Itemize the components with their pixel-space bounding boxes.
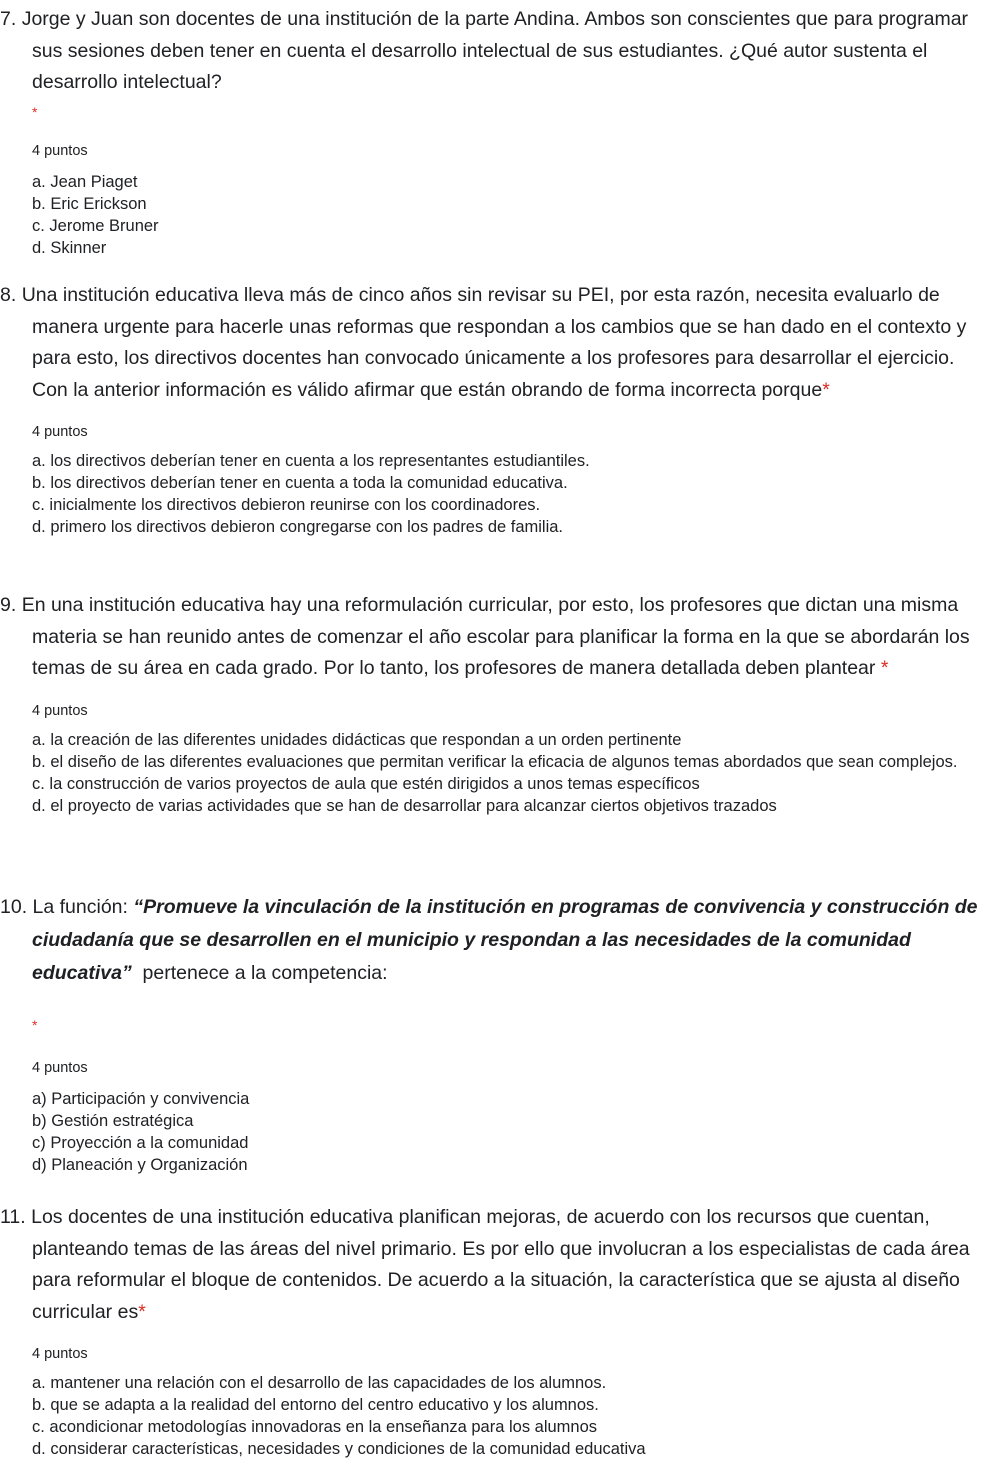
points-label: 4 puntos xyxy=(32,702,88,719)
question-11 xyxy=(0,1202,990,1460)
option-b[interactable]: b. los directivos deberían tener en cuenta a toda la comunidad educativa. xyxy=(32,474,568,492)
question-text xyxy=(0,4,990,99)
question-8 xyxy=(0,280,990,538)
required-mark: * xyxy=(880,657,889,679)
points-label: 4 puntos xyxy=(32,424,88,440)
option-c[interactable]: c. la construcción de varios proyectos de aula que estén dirigidos a unos temas específicos xyxy=(32,774,700,793)
question-text xyxy=(0,891,990,990)
option-b[interactable]: b. Eric Erickson xyxy=(32,194,147,213)
question-prefix: La función: xyxy=(32,896,134,918)
option-a[interactable]: a. mantener una relación con el desarrollo de las capacidades de los alumnos. xyxy=(32,1374,607,1392)
options-list xyxy=(0,450,990,538)
points-label: 4 puntos xyxy=(32,142,88,159)
options-list xyxy=(0,1088,990,1176)
question-10 xyxy=(0,891,990,1176)
options-list xyxy=(0,1372,990,1460)
required-mark: * xyxy=(32,103,38,120)
options-list xyxy=(0,171,990,259)
question-text xyxy=(0,280,990,406)
question-number: 10. xyxy=(0,896,28,918)
option-a[interactable]: a. los directivos deberían tener en cuenta a los representantes estudiantiles. xyxy=(32,452,590,470)
option-c[interactable]: c. inicialmente los directivos debieron reunirse con los coordinadores. xyxy=(32,496,541,514)
option-a[interactable]: a) Participación y convivencia xyxy=(32,1090,250,1108)
question-number: 9. xyxy=(0,594,17,616)
option-a[interactable]: a. Jean Piaget xyxy=(32,172,138,191)
option-a[interactable]: a. la creación de las diferentes unidades didácticas que respondan a un orden pertinente xyxy=(32,730,682,749)
option-d[interactable]: d. Skinner xyxy=(32,238,107,257)
question-number: 7. xyxy=(0,8,17,30)
required-mark: * xyxy=(138,1300,146,1323)
points-label: 4 puntos xyxy=(32,1060,88,1076)
question-text xyxy=(0,590,990,685)
question-body: Jorge y Juan son docentes de una institución de la parte Andina. Ambos son conscientes que para programar sus sesiones deben tener en cuenta el desarrollo intelectual de sus estudiantes. ¿Qué autor sustenta el desarrollo intelectual? xyxy=(21,8,969,93)
required-mark: * xyxy=(32,1017,38,1033)
option-c[interactable]: c) Proyección a la comunidad xyxy=(32,1134,249,1152)
question-number: 11. xyxy=(0,1206,26,1228)
option-c[interactable]: c. acondicionar metodologías innovadoras en la enseñanza para los alumnos xyxy=(32,1418,598,1436)
question-body: Una institución educativa lleva más de cinco años sin revisar su PEI, por esta razón, necesita evaluarlo de manera urgente para hacerle unas reformas que respondan a los cambios que se han dado en el contexto y para esto, los directivos docentes han convocado únicamente a los profesores para desarrollar el ejercicio. Con la anterior información es válido afirmar que están obrando de forma incorrecta porque xyxy=(21,284,967,401)
option-d[interactable]: d. el proyecto de varias actividades que se han de desarrollar para alcanzar ciertos objetivos trazados xyxy=(32,796,777,815)
question-body: En una institución educativa hay una reformulación curricular, por esto, los profesores que dictan una misma materia se han reunido antes de comenzar el año escolar para planificar la forma en la que se abordarán los temas de su área en cada grado. Por lo tanto, los profesores de manera detallada deben plantear xyxy=(21,594,970,679)
option-b[interactable]: b) Gestión estratégica xyxy=(32,1112,194,1130)
question-suffix: pertenece a la competencia: xyxy=(131,962,388,984)
option-d[interactable]: d) Planeación y Organización xyxy=(32,1156,248,1174)
question-quote: “Promueve la vinculación de la institución en programas de convivencia y construcción de ciudadanía que se desarrollen en el municipio y respondan a las necesidades de la comunidad educativa” xyxy=(32,896,978,984)
question-body: Los docentes de una institución educativa planifican mejoras, de acuerdo con los recursos que cuentan, planteando temas de las áreas del nivel primario. Es por ello que involucran a los especialistas de cada área para reformular el bloque de contenidos. De acuerdo a la situación, la característica que se ajusta al diseño curricular es xyxy=(31,1206,970,1323)
points-label: 4 puntos xyxy=(32,1346,88,1362)
required-mark: * xyxy=(822,378,830,401)
option-d[interactable]: d. primero los directivos debieron congregarse con los padres de familia. xyxy=(32,518,564,536)
option-b[interactable]: b. que se adapta a la realidad del entorno del centro educativo y los alumnos. xyxy=(32,1396,599,1414)
options-list xyxy=(0,729,990,817)
question-9 xyxy=(0,590,990,817)
option-c[interactable]: c. Jerome Bruner xyxy=(32,216,159,235)
option-d[interactable]: d. considerar características, necesidades y condiciones de la comunidad educativa xyxy=(32,1440,646,1458)
option-b[interactable]: b. el diseño de las diferentes evaluaciones que permitan verificar la eficacia de algunos temas abordados que sean complejos. xyxy=(32,752,958,771)
question-text xyxy=(0,1202,990,1328)
question-7 xyxy=(0,4,990,259)
question-number: 8. xyxy=(0,284,17,306)
